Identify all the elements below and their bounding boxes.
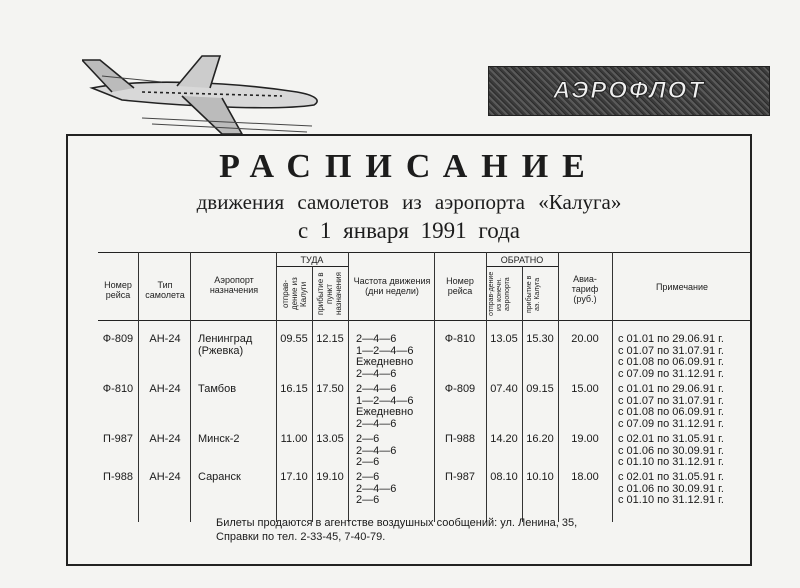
- note-line: с 02.01 по 31.05.91 г.: [618, 433, 724, 445]
- destination: Саранск: [198, 471, 241, 483]
- frequency-line: 2—4—6: [356, 333, 397, 345]
- destination: Тамбов: [198, 383, 237, 395]
- note-line: с 01.06 по 30.09.91 г.: [618, 444, 724, 457]
- aircraft-type: АН-24: [149, 333, 181, 345]
- return-flight-number: П-987: [445, 471, 475, 483]
- frequency-line: 2—6: [356, 456, 380, 468]
- page-title: РАСПИСАНИЕ: [219, 148, 599, 185]
- col-fare-header: Авиа-тариф (руб.): [571, 274, 599, 304]
- return-arrival-time: 10.10: [526, 471, 554, 483]
- col-sep: [348, 252, 349, 522]
- group-back-label: ОБРАТНО: [500, 255, 544, 265]
- col-arr-back-header: прибытие в аэ. Калуга: [526, 275, 541, 313]
- return-arrival-time: 16.20: [526, 433, 554, 445]
- note-line: с 01.08 по 06.09.91 г.: [618, 406, 724, 418]
- col-dep-header: отправ-дение из Калуги: [281, 277, 308, 311]
- col-flight-header: Номер рейса: [104, 280, 132, 300]
- col-flight-back-header: Номер рейса: [446, 276, 474, 296]
- return-departure-time: 14.20: [490, 433, 518, 445]
- note-line: с 01.07 по 31.07.91 г.: [618, 394, 724, 407]
- frequency-line: Ежедневно: [356, 356, 414, 368]
- departure-time: 11.00: [280, 433, 308, 445]
- col-sep: [612, 252, 613, 522]
- table-top-rule: [98, 252, 752, 253]
- col-arr-header: прибытие в пункт назначения: [316, 272, 343, 316]
- return-departure-time: 08.10: [490, 471, 518, 483]
- flight-number: П-987: [103, 433, 133, 445]
- note-line: с 01.10 по 31.12.91 г.: [618, 456, 724, 468]
- departure-time: 16.15: [280, 383, 308, 395]
- note-line: с 07.09 по 31.12.91 г.: [618, 367, 724, 380]
- note-line: с 01.10 по 31.12.91 г.: [618, 494, 724, 506]
- frequency-line: 2—4—6: [356, 367, 397, 380]
- destination: Минск-2: [198, 433, 240, 445]
- arrival-time: 12.15: [316, 333, 344, 345]
- destination: Ленинград: [198, 333, 253, 345]
- flight-number: Ф-809: [102, 333, 134, 345]
- frequency-line: 2—6: [356, 471, 380, 483]
- brand-name: АЭРОФЛОТ: [552, 77, 706, 104]
- footer-line-2: Справки по тел. 2-33-45, 7-40-79.: [216, 531, 386, 543]
- aircraft-type: АН-24: [149, 433, 181, 445]
- col-sep: [138, 252, 139, 522]
- departure-time: 17.10: [280, 471, 308, 483]
- frequency-line: 2—4—6: [356, 444, 397, 457]
- frequency-line: 2—6: [356, 494, 380, 506]
- footer-line-1: Билеты продаются в агентстве воздушных сообщений: ул. Ленина, 35,: [216, 517, 578, 529]
- fare: 18.00: [571, 471, 599, 483]
- destination: (Ржевка): [198, 344, 244, 357]
- return-flight-number: П-988: [445, 433, 475, 445]
- note-line: с 01.01 по 29.06.91 г.: [618, 383, 724, 395]
- col-freq-header: Частота движения (дни недели): [353, 276, 431, 296]
- return-flight-number: Ф-810: [444, 333, 476, 345]
- frequency-line: 2—4—6: [356, 417, 397, 430]
- group-there-label: ТУДА: [300, 255, 324, 265]
- table-header-rule: [98, 320, 752, 321]
- airplane-icon: [82, 48, 332, 138]
- frequency-line: 1—2—4—6: [356, 394, 414, 407]
- fare: 19.00: [571, 433, 599, 445]
- fare: 20.00: [571, 333, 599, 345]
- return-departure-time: 13.05: [490, 333, 518, 345]
- return-arrival-time: 09.15: [526, 383, 554, 395]
- return-flight-number: Ф-809: [444, 383, 476, 395]
- aircraft-type: АН-24: [149, 383, 181, 395]
- arrival-time: 13.05: [316, 433, 344, 445]
- arrival-time: 17.50: [316, 383, 344, 395]
- note-line: с 01.06 по 30.09.91 г.: [618, 482, 724, 495]
- fare: 15.00: [571, 383, 599, 395]
- departure-time: 09.55: [280, 333, 308, 345]
- col-type-header: Тип самолета: [145, 280, 185, 300]
- brand-banner: [488, 66, 770, 116]
- page-subtitle: движения самолетов из аэропорта «Калуга»: [196, 190, 622, 214]
- note-line: с 01.07 по 31.07.91 г.: [618, 344, 724, 357]
- note-line: с 02.01 по 31.05.91 г.: [618, 471, 724, 483]
- col-sep: [190, 252, 191, 522]
- frequency-line: Ежедневно: [356, 406, 414, 418]
- note-line: с 01.08 по 06.09.91 г.: [618, 356, 724, 368]
- return-departure-time: 07.40: [490, 383, 518, 395]
- flight-number: П-988: [103, 471, 133, 483]
- note-line: с 07.09 по 31.12.91 г.: [618, 417, 724, 430]
- arrival-time: 19.10: [316, 471, 344, 483]
- note-line: с 01.01 по 29.06.91 г.: [618, 333, 724, 345]
- return-arrival-time: 15.30: [526, 333, 554, 345]
- col-note-header: Примечание: [655, 282, 709, 292]
- frequency-line: 2—4—6: [356, 482, 397, 495]
- frequency-line: 1—2—4—6: [356, 344, 414, 357]
- frequency-line: 2—6: [356, 433, 380, 445]
- page-date: с 1 января 1991 года: [297, 218, 521, 243]
- frequency-line: 2—4—6: [356, 383, 397, 395]
- flight-number: Ф-810: [102, 383, 134, 395]
- col-dest-header: Аэропорт назначения: [209, 275, 259, 295]
- aircraft-type: АН-24: [149, 471, 181, 483]
- col-dep-back-header: отправ-дение из конечн. аэропорта: [488, 271, 511, 317]
